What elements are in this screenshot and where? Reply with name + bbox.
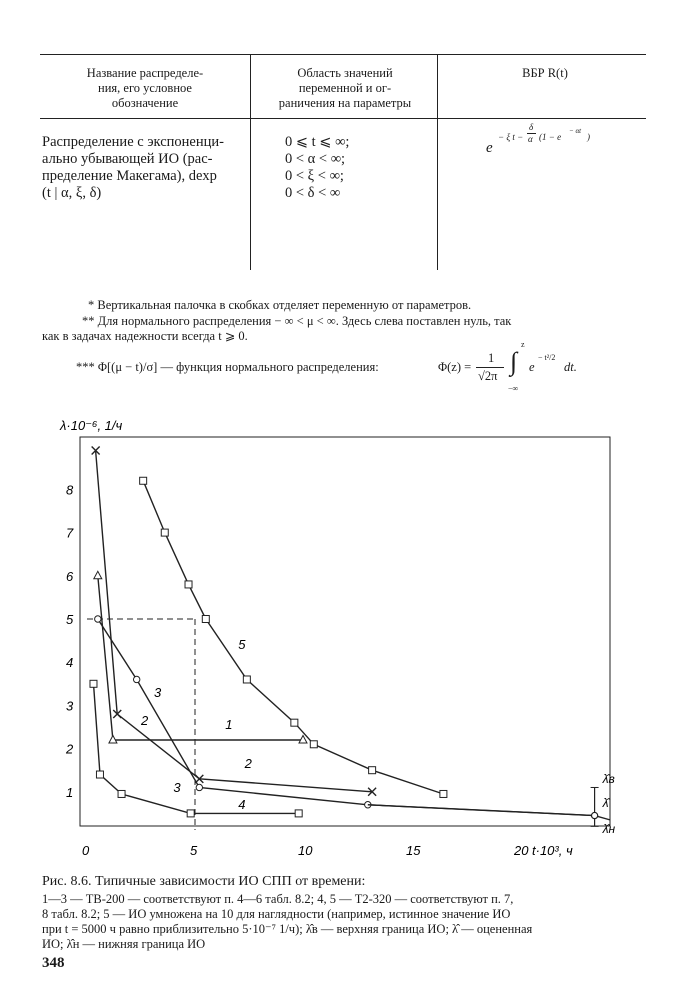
figure-caption-line1: 1—3 — ТВ-200 — соответствуют п. 4—6 табл. 8.2; 4, 5 — Т2-320 — соответствуют п. 7, xyxy=(42,892,514,906)
table-header-name: Название распределе- ния, его условное обозначение xyxy=(86,66,204,110)
range-xi: 0 < ξ < ∞; xyxy=(285,168,344,184)
figure-caption-title: Рис. 8.6. Типичные зависимости ИО СПП от времени: xyxy=(42,874,366,889)
data-point-circle xyxy=(196,784,202,790)
footnote-3-integrand: e xyxy=(529,360,535,374)
footnote-2-line1: ** Для нормального распределения − ∞ < μ < ∞. Здесь слева поставлен нуль, так xyxy=(82,314,512,328)
x-tick-label: 15 xyxy=(406,843,421,858)
data-point-square xyxy=(187,810,194,817)
x-tick-label: 5 xyxy=(190,843,198,858)
series-label: 3 xyxy=(153,684,162,700)
formula-frac-den: α xyxy=(528,134,533,144)
data-point-square xyxy=(243,676,250,683)
data-point-square xyxy=(440,790,447,797)
series-label: 2 xyxy=(141,712,149,728)
data-point-square xyxy=(161,529,168,536)
figure-caption-line2: 8 табл. 8.2; 5 — ИО умножена на 10 для наглядности (например, истинное значение ИО xyxy=(42,907,511,921)
data-point-triangle xyxy=(109,735,117,743)
y-axis-label: λ·10⁻⁶, 1/ч xyxy=(60,418,123,433)
integral-sign: ∫ xyxy=(510,347,518,376)
data-point-triangle xyxy=(94,571,102,579)
y-tick-label: 7 xyxy=(66,525,74,541)
data-point-triangle xyxy=(299,735,307,743)
formula-base: e xyxy=(486,140,493,156)
table-header-range: Область значений переменной и ог- раничения на параметры xyxy=(278,66,412,110)
footnote-2-line2: как в задачах надежности всегда t ⩾ 0. xyxy=(42,329,248,343)
range-delta: 0 < δ < ∞ xyxy=(285,185,341,201)
page-number: 348 xyxy=(42,955,65,971)
series-label: 4 xyxy=(238,797,246,813)
x-tick-label: 10 xyxy=(298,843,313,858)
series-label: 5 xyxy=(238,637,246,653)
data-point-square xyxy=(90,680,97,687)
footnote-1: * Вертикальная палочка в скобках отделяет переменную от параметров. xyxy=(88,298,472,312)
footnote-3-dt: dt. xyxy=(564,360,577,374)
formula-exponent-left: − ξ t − xyxy=(498,132,524,142)
figure-caption-line3: при t = 5000 ч равно приблизительно 5·10⁻⁷ 1/ч); λ̂в — верхняя граница ИО; λ̂ — оцененная xyxy=(42,922,533,936)
footnote-3-int-bottom: −∞ xyxy=(508,384,519,393)
y-tick-label: 8 xyxy=(66,482,74,498)
footnote-3-den: √2π xyxy=(478,369,498,383)
range-alpha: 0 < α < ∞; xyxy=(285,151,346,167)
footnote-3-num: 1 xyxy=(488,351,495,365)
x-tick-label: 0 xyxy=(82,843,90,858)
error-bar-label: λ̂ xyxy=(602,795,609,810)
y-tick-label: 4 xyxy=(66,655,74,671)
y-tick-label: 1 xyxy=(66,784,74,800)
data-point-square xyxy=(140,477,147,484)
series-label: 1 xyxy=(225,717,233,733)
data-point-circle xyxy=(133,676,139,682)
error-bar-point xyxy=(592,813,598,819)
error-bar-label: λ̂н xyxy=(602,821,616,836)
y-tick-label: 3 xyxy=(66,698,74,714)
table-header-reliability: ВБР R(t) xyxy=(522,66,568,80)
series-line-3-tail xyxy=(368,805,610,820)
data-point-square xyxy=(118,790,125,797)
data-point-square xyxy=(295,810,302,817)
footnote-3-text: *** Φ[(μ − t)/σ] — функция нормального распределения: xyxy=(76,360,379,374)
data-point-square xyxy=(291,719,298,726)
series-line-3 xyxy=(98,619,595,816)
footnote-3-exp: − t²/2 xyxy=(538,353,556,362)
x-tick-label: 20 xyxy=(514,843,529,858)
error-bar-label: λ̂в xyxy=(602,772,615,787)
data-point-square xyxy=(185,581,192,588)
series-label: 3 xyxy=(173,779,181,795)
footnote-3-int-top: z xyxy=(521,340,525,349)
formula-frac-num: δ xyxy=(529,122,534,132)
x-axis-label: t·10³, ч xyxy=(532,843,573,858)
series-line-5 xyxy=(143,481,443,794)
y-tick-label: 5 xyxy=(66,612,74,627)
data-point-square xyxy=(96,771,103,778)
plot-frame xyxy=(80,437,610,826)
data-point-circle xyxy=(95,616,101,622)
formula-inner-exp: − αt xyxy=(569,127,582,135)
data-point-square xyxy=(202,616,209,623)
footnote-3-phi: Φ(z) = xyxy=(438,360,472,374)
range-t: 0 ⩽ t ⩽ ∞; xyxy=(285,134,350,150)
formula-close: ) xyxy=(587,132,590,142)
table-cell-distribution-name: Распределение с экспоненци- ально убывающей ИО (рас- пределение Макегама), dexp (t | α, ξ, δ) xyxy=(42,134,224,201)
y-tick-label: 2 xyxy=(66,741,74,757)
figure-caption-line4: ИО; λ̂н — нижняя граница ИО xyxy=(42,937,206,951)
series-line-1 xyxy=(98,576,303,740)
data-point-square xyxy=(310,741,317,748)
data-point-square xyxy=(369,767,376,774)
series-label: 2 xyxy=(244,756,252,772)
formula-exponent-right: (1 − e xyxy=(539,132,562,142)
y-tick-label: 6 xyxy=(66,568,74,584)
